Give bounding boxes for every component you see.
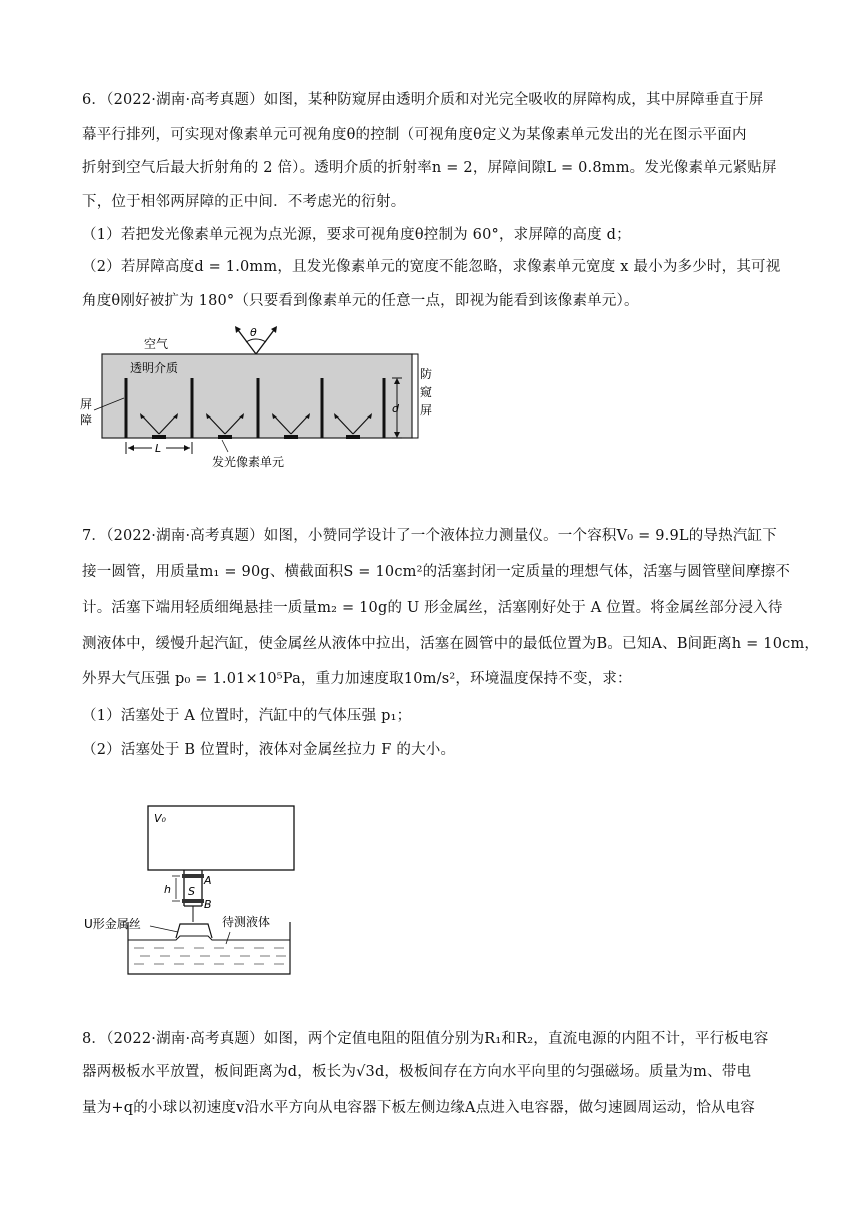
- q7-line: 7．（2022·湖南·高考真题）如图，小赞同学设计了一个液体拉力测量仪。一个容积V₀ = 9.9L的导热汽缸下: [82, 528, 777, 544]
- q7-line: 外界大气压强 p₀ = 1.01×10⁵Pa，重力加速度取10m/s²，环境温度保持不变，求：: [82, 671, 632, 687]
- S-label: S: [188, 885, 195, 898]
- wire-label: U形金属丝: [84, 917, 141, 931]
- q7-line: （1）活塞处于 A 位置时，汽缸中的气体压强 p₁；: [82, 708, 412, 724]
- q8-line: 量为+q的小球以初速度v沿水平方向从电容器下板左侧边缘A点进入电容器，做匀速圆周运动，恰从电容: [82, 1100, 755, 1116]
- barrier-label-1: 屏: [80, 397, 93, 411]
- q7-line: 计。活塞下端用轻质细绳悬挂一质量m₂ = 10g的 U 形金属丝，活塞刚好处于 A 位置。将金属丝部分浸入待: [82, 600, 783, 616]
- air-label: 空气: [144, 337, 169, 351]
- screen-label-2: 窥: [420, 385, 433, 399]
- screen-label-3: 屏: [420, 403, 433, 417]
- barrier-label-2: 障: [80, 413, 93, 427]
- liquid-container: [128, 922, 290, 974]
- cylinder: [148, 806, 294, 870]
- q6-line: 下，位于相邻两屏障的正中间．不考虑光的衍射。: [82, 194, 406, 210]
- d-label: d: [392, 402, 399, 415]
- q7-line: （2）活塞处于 B 位置时，液体对金属丝拉力 F 的大小。: [82, 742, 456, 758]
- pixel-label: 发光像素单元: [212, 455, 285, 469]
- q8-line: 8．（2022·湖南·高考真题）如图，两个定值电阻的阻值分别为R₁和R₂，直流电源的内阻不计，平行板电容: [82, 1031, 769, 1047]
- L-label: L: [155, 442, 162, 455]
- liquid-tension-meter-figure: [80, 798, 310, 988]
- q6-line: 幕平行排列，可实现对像素单元可视角度θ的控制（可视角度θ定义为某像素单元发出的光在图示平面内: [82, 127, 747, 143]
- v0-label: V₀: [154, 812, 166, 825]
- anti-peep-screen-figure: [78, 320, 448, 470]
- screen-label-1: 防: [420, 367, 433, 381]
- q6-line: 折射到空气后最大折射角的 2 倍）。透明介质的折射率n = 2，屏障间隙L = 0.8mm。发光像素单元紧贴屏: [82, 160, 777, 176]
- liquid-label: 待测液体: [222, 915, 271, 929]
- q7-line: 接一圆管，用质量m₁ = 90g、横截面积S = 10cm²的活塞封闭一定质量的理想气体，活塞与圆管壁间摩擦不: [82, 564, 791, 580]
- q6-line: （2）若屏障高度d = 1.0mm，且发光像素单元的宽度不能忽略，求像素单元宽度 x 最小为多少时，其可视: [82, 259, 781, 275]
- q6-line: 角度θ刚好被扩为 180°（只要看到像素单元的任意一点，即视为能看到该像素单元）。: [82, 293, 639, 309]
- q6-line: （1）若把发光像素单元视为点光源，要求可视角度θ控制为 60°，求屏障的高度 d；: [82, 227, 631, 243]
- q8-line: 器两极板水平放置，板间距离为d，板长为√3d，极板间存在方向水平向里的匀强磁场。质量为m、带电: [82, 1064, 752, 1080]
- q7-line: 测液体中，缓慢升起汽缸，使金属丝从液体中拉出，活塞在圆管中的最低位置为B。已知A、B间距离h = 10cm，: [82, 636, 820, 652]
- theta-label: θ: [250, 326, 257, 339]
- A-label: A: [204, 874, 212, 887]
- medium-label: 透明介质: [130, 361, 179, 375]
- q6-line: 6．（2022·湖南·高考真题）如图，某种防窥屏由透明介质和对光完全吸收的屏障构成，其中屏障垂直于屏: [82, 92, 764, 108]
- B-label: B: [204, 898, 212, 911]
- h-label: h: [164, 883, 171, 896]
- liquid-hatch: [134, 948, 286, 964]
